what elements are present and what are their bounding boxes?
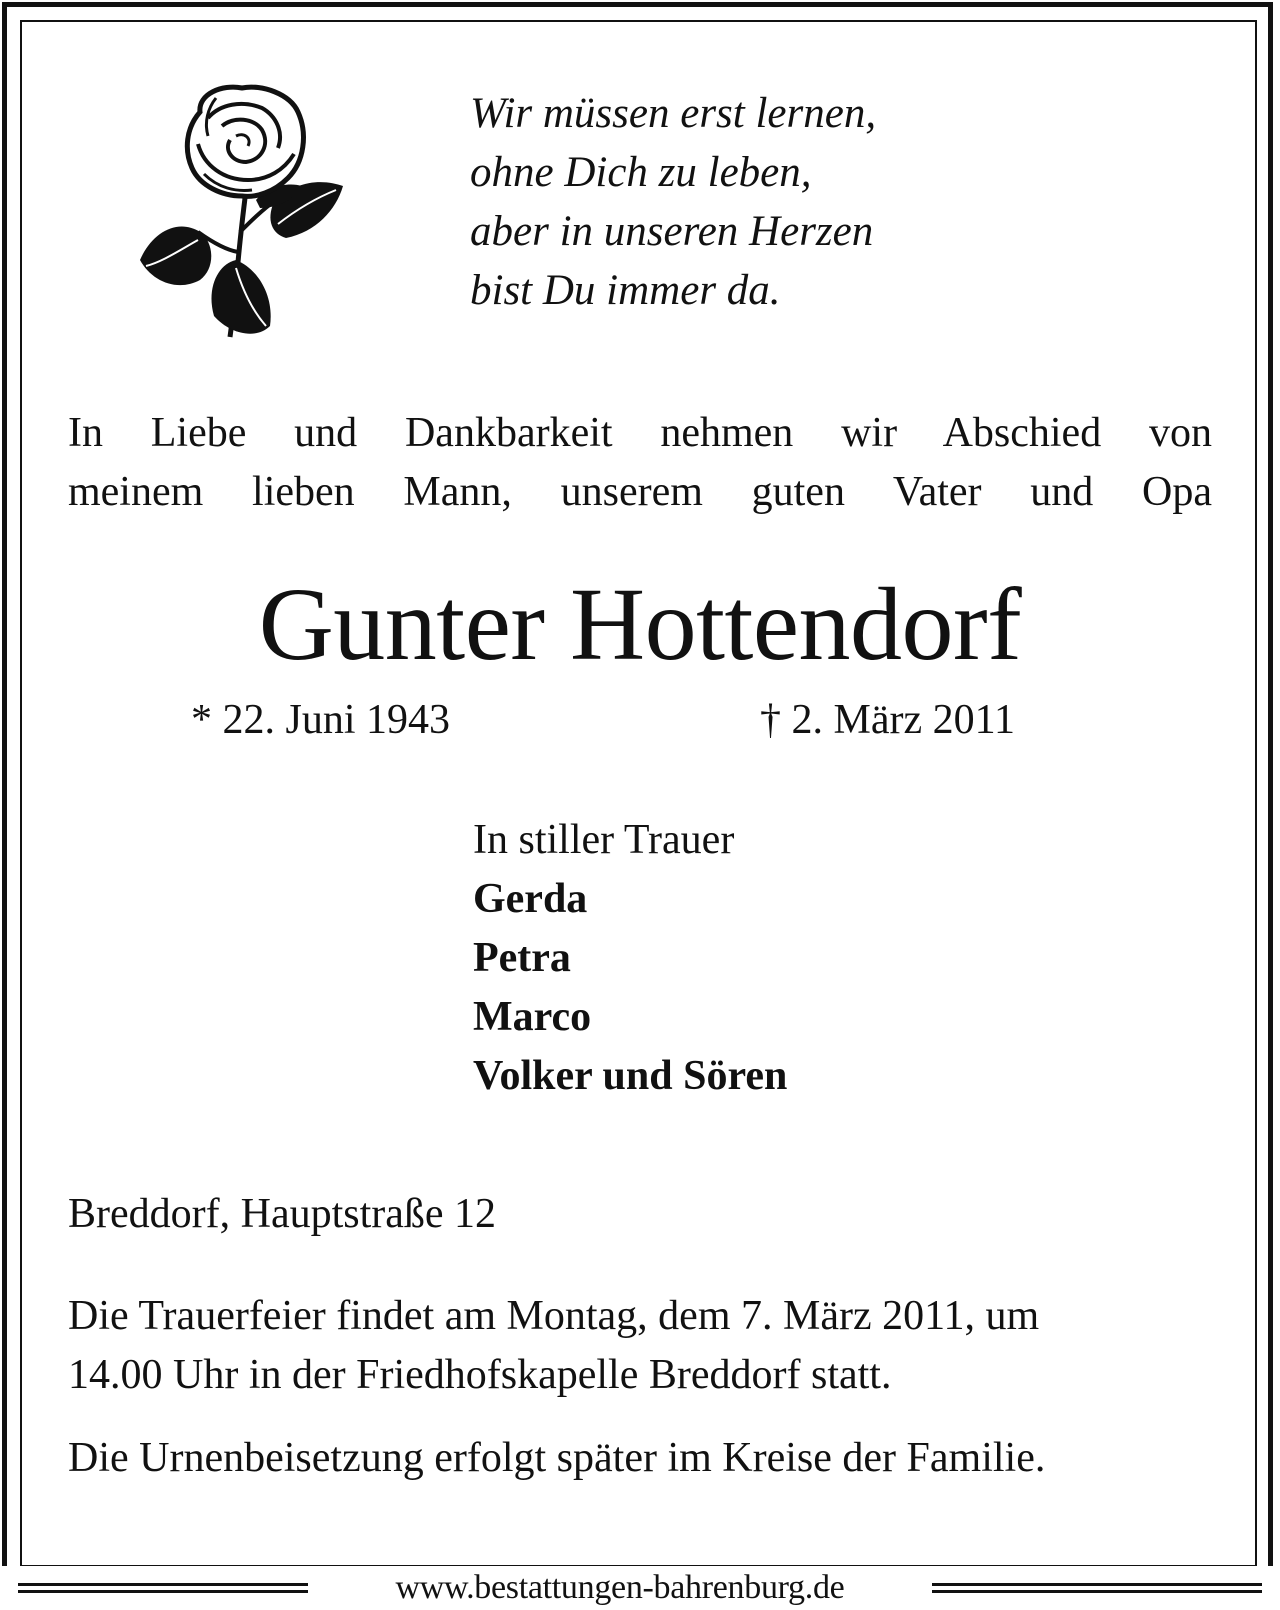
poem: [470, 84, 1070, 320]
poem-line: ohne Dich zu leben,: [470, 149, 812, 196]
mourners-heading: In stiller Trauer: [473, 817, 735, 863]
funeral-line: Die Trauerfeier findet am Montag, dem 7. März 2011, um: [68, 1293, 1040, 1339]
funeral-notice: [68, 1287, 1218, 1405]
funeral-line: 14.00 Uhr in der Friedhofskapelle Breddorf statt.: [68, 1352, 892, 1398]
intro-line: In Liebe und Dankbarkeit nehmen wir Abschied von: [68, 410, 1212, 456]
footer-rule-right: [932, 1583, 1262, 1593]
poem-line: aber in unseren Herzen: [470, 208, 874, 255]
mourner-name: Petra: [473, 935, 571, 981]
birth-date: * 22. Juni 1943: [191, 697, 451, 743]
mourner-name: Volker und Sören: [473, 1053, 788, 1099]
deceased-name: Gunter Hottendorf: [258, 567, 1022, 682]
footer-rule-left: [18, 1583, 308, 1593]
address: Breddorf, Hauptstraße 12: [68, 1191, 497, 1237]
footer-url-link[interactable]: www.bestattungen-bahrenburg.de: [395, 1569, 845, 1606]
mourners-block: [473, 811, 787, 1106]
urn-notice: Die Urnenbeisetzung erfolgt später im Kreise der Familie.: [68, 1435, 1046, 1481]
poem-line: Wir müssen erst lernen,: [470, 90, 877, 137]
mourner-name: Marco: [473, 994, 592, 1040]
farewell-intro: [68, 404, 1212, 522]
poem-line: bist Du immer da.: [470, 267, 781, 314]
rose-icon: [138, 82, 348, 340]
intro-line: meinem lieben Mann, unserem guten Vater und Opa: [68, 469, 1212, 515]
death-date: † 2. März 2011: [760, 697, 1016, 743]
mourner-name: Gerda: [473, 876, 588, 922]
